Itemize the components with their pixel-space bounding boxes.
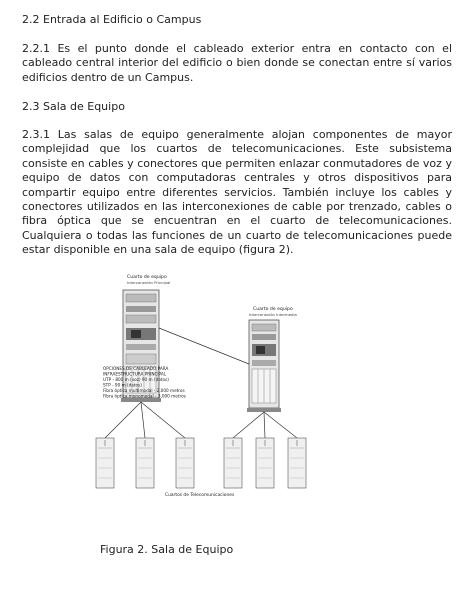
heading-2-3: 2.3 Sala de Equipo — [22, 100, 125, 113]
telecom-cabinet — [288, 438, 306, 488]
intermediate-equipment-rack — [247, 320, 281, 412]
svg-text:UTP - 800 m (voz) 90 m (datos): UTP - 800 m (voz) 90 m (datos) — [103, 377, 169, 382]
telecom-cabinet — [176, 438, 194, 488]
telecom-cabinet — [224, 438, 242, 488]
svg-text:Fibra óptica monomodal - 3,000: Fibra óptica monomodal - 3,000 metros — [103, 393, 186, 399]
paragraph-2-2-1: 2.2.1 Es el punto donde el cableado exterior entra en contacto con el cableado central interior del edificio o bien donde se conectan entre sí varios edificios dentro de un Campus. — [22, 42, 452, 84]
backbone-link — [159, 328, 249, 364]
main-rack-title: Cuarto de equipo — [127, 275, 167, 280]
svg-text:INFRAESTRUCTURA PRINCIPAL: INFRAESTRUCTURA PRINCIPAL — [103, 371, 167, 377]
svg-text:STP - 90 m (datos): STP - 90 m (datos) — [103, 382, 142, 388]
svg-text:Fibra óptica multimodal - 2,00: Fibra óptica multimodal - 2,000 metros — [103, 388, 185, 393]
telecom-rooms-label: Cuartos de Telecomunicaciones — [165, 493, 235, 498]
main-rack-subtitle: Interconexión Principal — [127, 280, 171, 285]
intermediate-rack-title: Cuarto de equipo — [253, 307, 293, 312]
telecom-cabinet — [96, 438, 114, 488]
heading-2-2: 2.2 Entrada al Edificio o Campus — [22, 13, 202, 26]
intermediate-rack-subtitle: Interconexión Intermedia — [249, 312, 297, 317]
telecom-cabinet — [256, 438, 274, 488]
figure-equipment-room-diagram — [85, 268, 375, 504]
svg-text:OPCIONES DE CABLEADO PARA: OPCIONES DE CABLEADO PARA — [103, 366, 169, 371]
paragraph-2-3-1: 2.3.1 Las salas de equipo generalmente alojan componentes de mayor complejidad que los cuartos de telecomunicaciones. Este subsistema consiste en cables y conectores que permiten enlazar conmutadores de voz y equipo de datos con computadoras centrales y otros dispositivos para compartir equipo entre diferentes servicios. También incluye los cables y conectores utilizados en las interconexiones de cable por trenzado, cables o fibra óptica que se encuentran en el cuarto de telecomunicaciones. Cualquiera o todas las funciones de un cuarto de telecomunicaciones puede estar disponible en una sala de equipo (figura 2). — [22, 128, 452, 257]
figure-caption: Figura 2. Sala de Equipo — [100, 543, 234, 556]
telecom-cabinet — [136, 438, 154, 488]
